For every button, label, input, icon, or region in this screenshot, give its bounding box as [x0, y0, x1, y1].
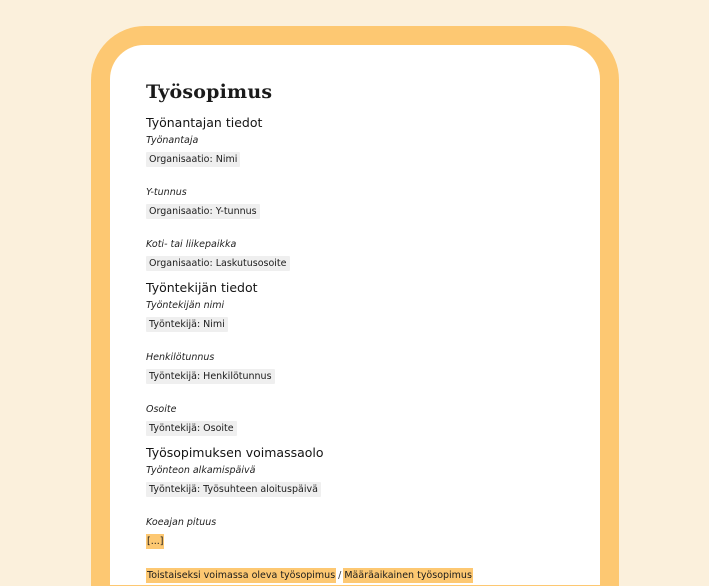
merge-field-chip[interactable]: Työntekijä: Osoite — [146, 421, 237, 436]
field-home-address — [146, 238, 564, 271]
field-label: Työnantaja — [146, 135, 199, 146]
field-label: Koti- tai liikepaikka — [146, 239, 237, 250]
field-probation — [146, 516, 564, 549]
field-label: Y-tunnus — [146, 187, 187, 198]
merge-field-chip[interactable]: Työntekijä: Henkilötunnus — [146, 369, 275, 384]
field-employee-name — [146, 299, 564, 332]
placeholder-chip[interactable]: [...] — [147, 536, 164, 547]
merge-field-chip[interactable]: Työntekijä: Nimi — [146, 317, 228, 332]
field-business-id — [146, 186, 564, 219]
field-label: Osoite — [146, 404, 177, 415]
section-title-employer: Työnantajan tiedot — [146, 115, 263, 130]
section-title-validity: Työsopimuksen voimassaolo — [146, 445, 324, 460]
field-start-date — [146, 464, 564, 497]
field-label: Työnteon alkamispäivä — [146, 465, 256, 476]
merge-field-chip[interactable]: Työntekijä: Työsuhteen aloituspäivä — [146, 482, 321, 497]
field-address — [146, 403, 564, 436]
document-title: Työsopimus — [146, 81, 273, 103]
contract-type-options — [146, 566, 564, 583]
field-label: Työntekijän nimi — [146, 300, 225, 311]
option-fixed-term-contract[interactable]: Määräaikainen työsopimus — [344, 570, 472, 581]
merge-field-chip[interactable]: Organisaatio: Y-tunnus — [146, 204, 260, 219]
merge-field-chip[interactable]: Organisaatio: Laskutusosoite — [146, 256, 290, 271]
field-personal-id — [146, 351, 564, 384]
field-label: Koeajan pituus — [146, 517, 217, 528]
option-permanent-contract[interactable]: Toistaiseksi voimassa oleva työsopimus — [147, 570, 336, 581]
field-employer — [146, 134, 564, 167]
document-page — [110, 45, 600, 585]
section-title-employee: Työntekijän tiedot — [146, 280, 258, 295]
merge-field-chip[interactable]: Organisaatio: Nimi — [146, 152, 240, 167]
field-label: Henkilötunnus — [146, 352, 215, 363]
option-separator: / — [338, 570, 342, 581]
